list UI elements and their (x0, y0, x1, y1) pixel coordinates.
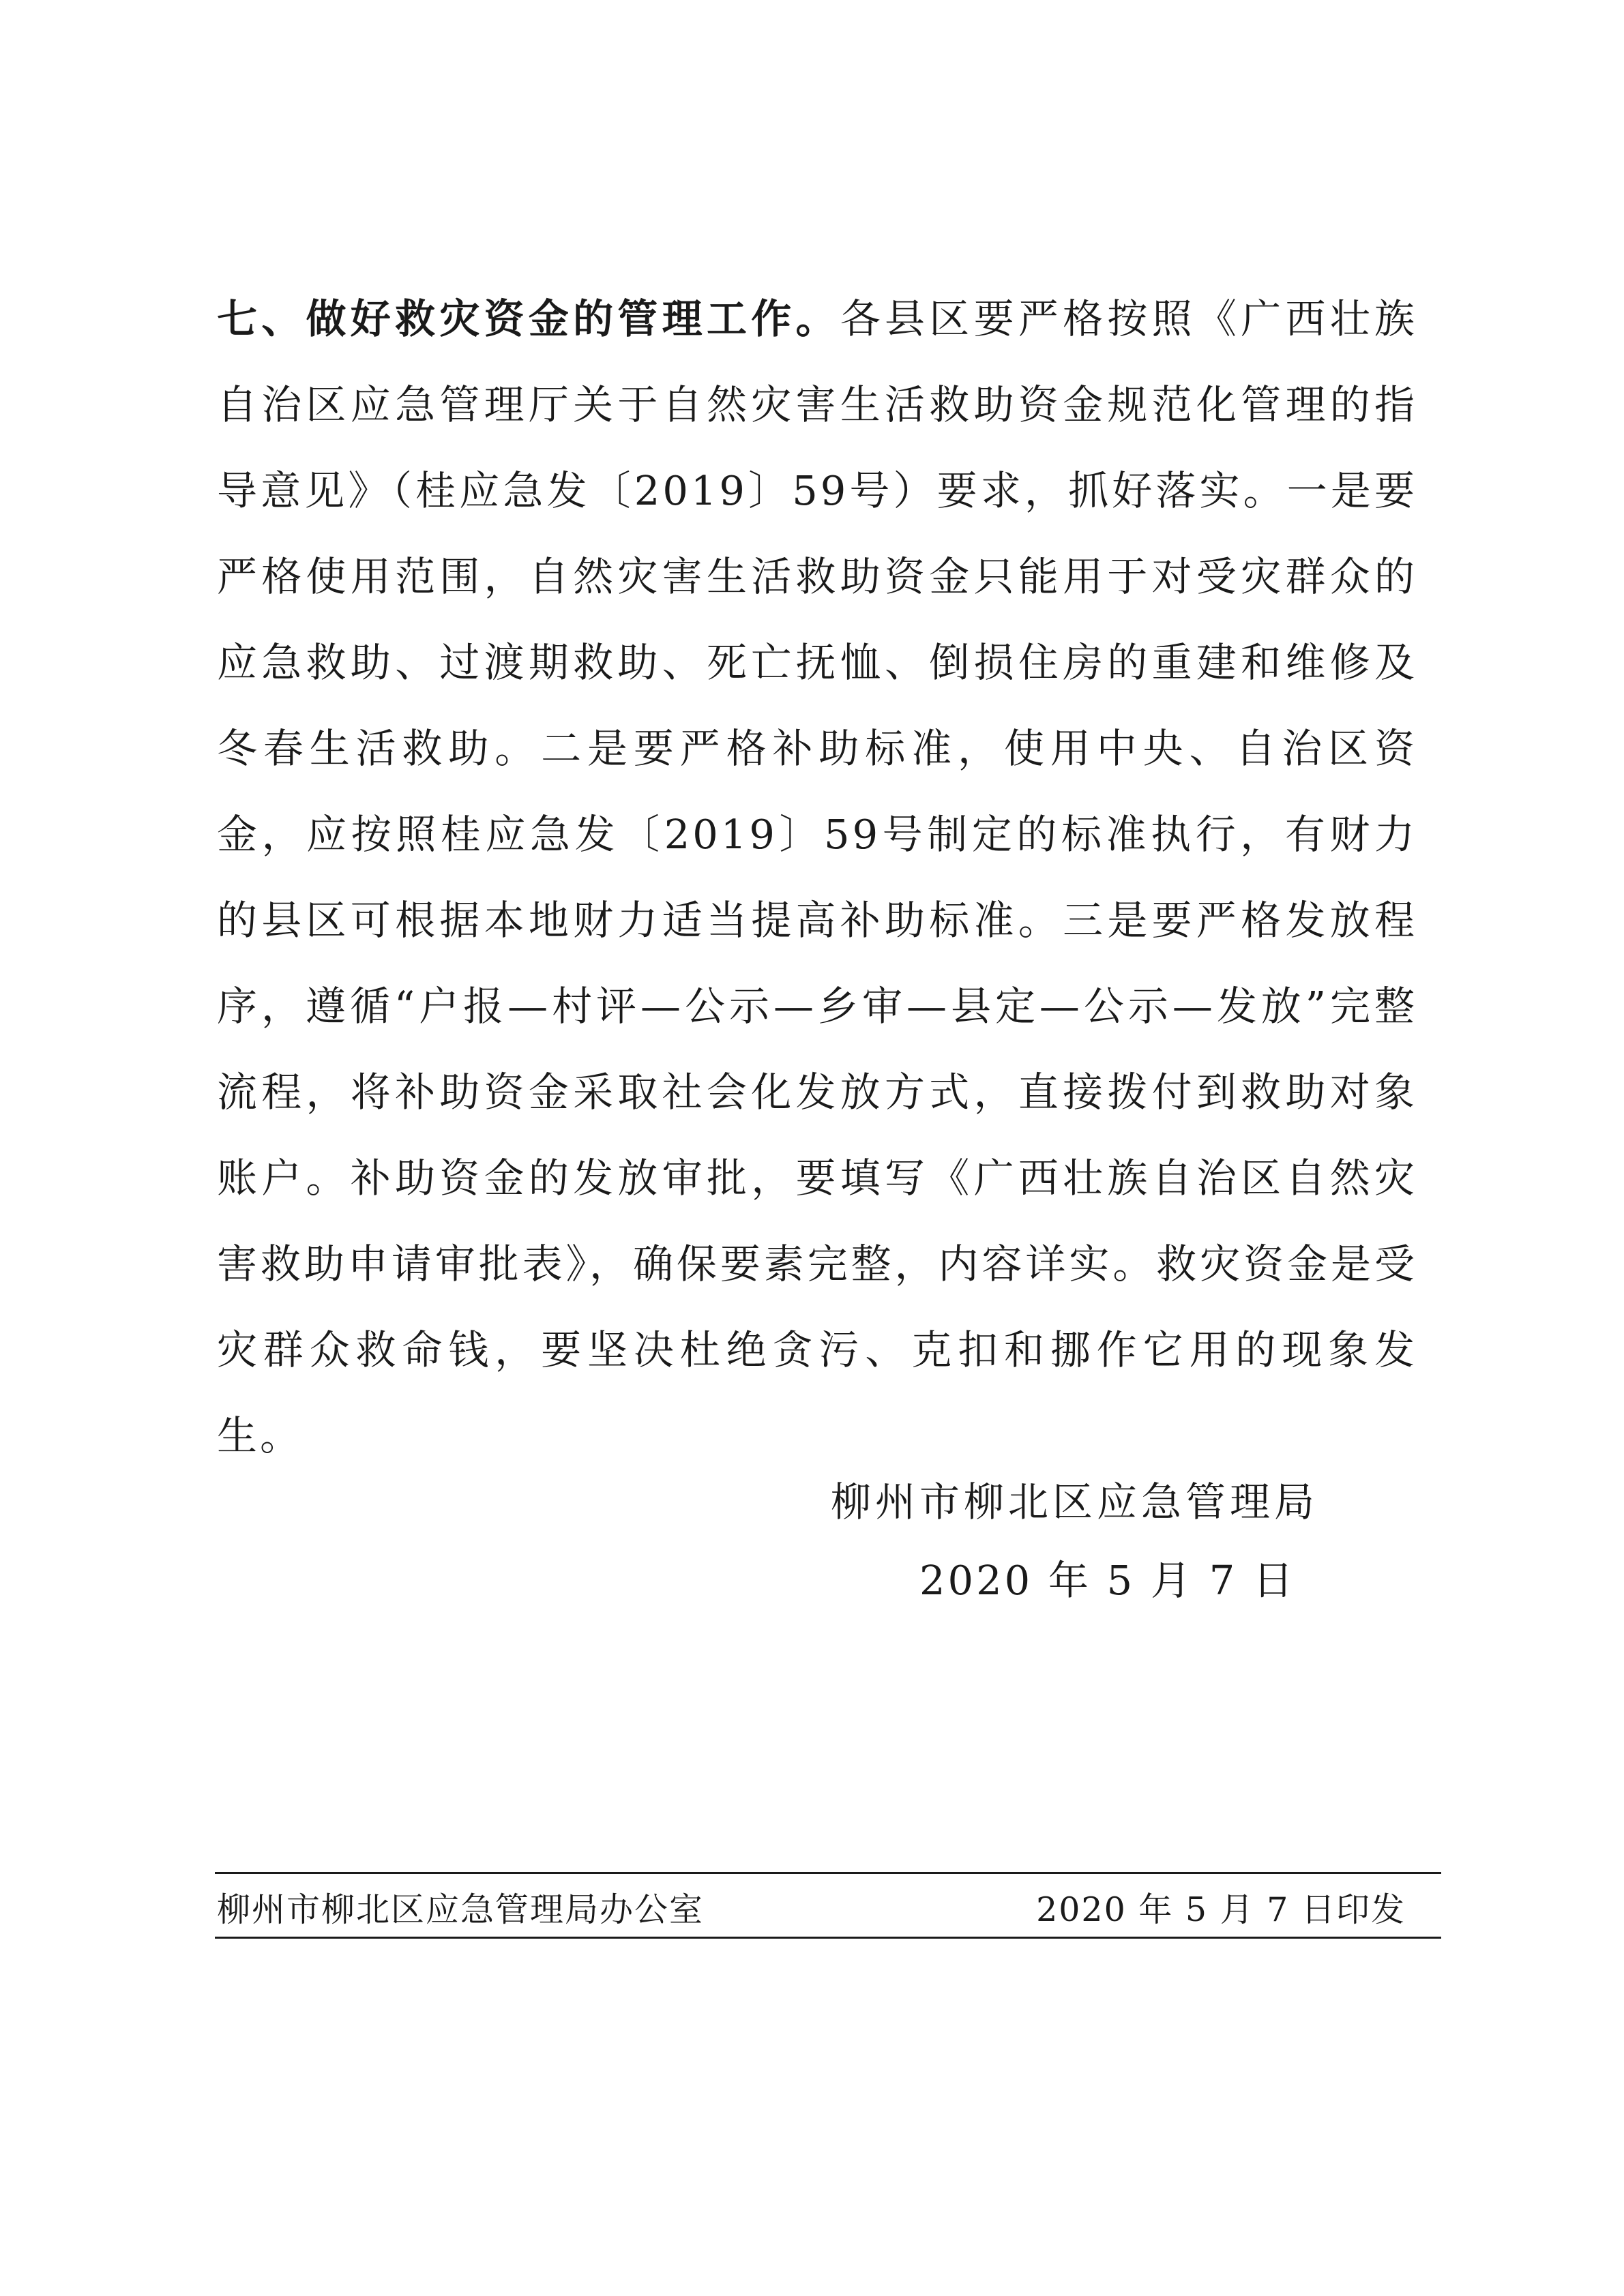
section-body: 各县区要严格按照《广西壮族自治区应急管理厅关于自然灾害生活救助资金规范化管理的指导意见》（桂应急发〔2019〕59号）要求，抓好落实。一是要严格使用范围，自然灾害生活救助资金只能用于对受灾群众的应急救助、过渡期救助、死亡抚恤、倒损住房的重建和维修及冬春生活救助。二是要严格补助标准，使用中央、自治区资金，应按照桂应急发〔2019〕59号制定的标准执行，有财力的县区可根据本地财力适当提高补助标准。三是要严格发放程序，遵循“户报—村评—公示—乡审—县定—公示—发放”完整流程，将补助资金采取社会化发放方式，直接拨付到救助对象账户。补助资金的发放审批，要填写《广西壮族自治区自然灾害救助申请审批表》，确保要素完整，内容详实。救灾资金是受灾群众救命钱，要坚决杜绝贪污、克扣和挪作它用的现象发生。 (217, 295, 1417, 1459)
section-heading: 七、做好救灾资金的管理工作。 (217, 295, 840, 342)
footer-divider-bottom (215, 1937, 1441, 1939)
signature-organization: 柳州市柳北区应急管理局 (831, 1478, 1319, 1525)
footer-divider-top (215, 1872, 1441, 1874)
signature-date: 2020 年 5 月 7 日 (919, 1557, 1296, 1604)
footer-issue-date: 2020 年 5 月 7 日印发 (1036, 1890, 1406, 1929)
section-paragraph (217, 276, 1417, 1479)
footer-issuing-office: 柳州市柳北区应急管理局办公室 (217, 1890, 705, 1929)
